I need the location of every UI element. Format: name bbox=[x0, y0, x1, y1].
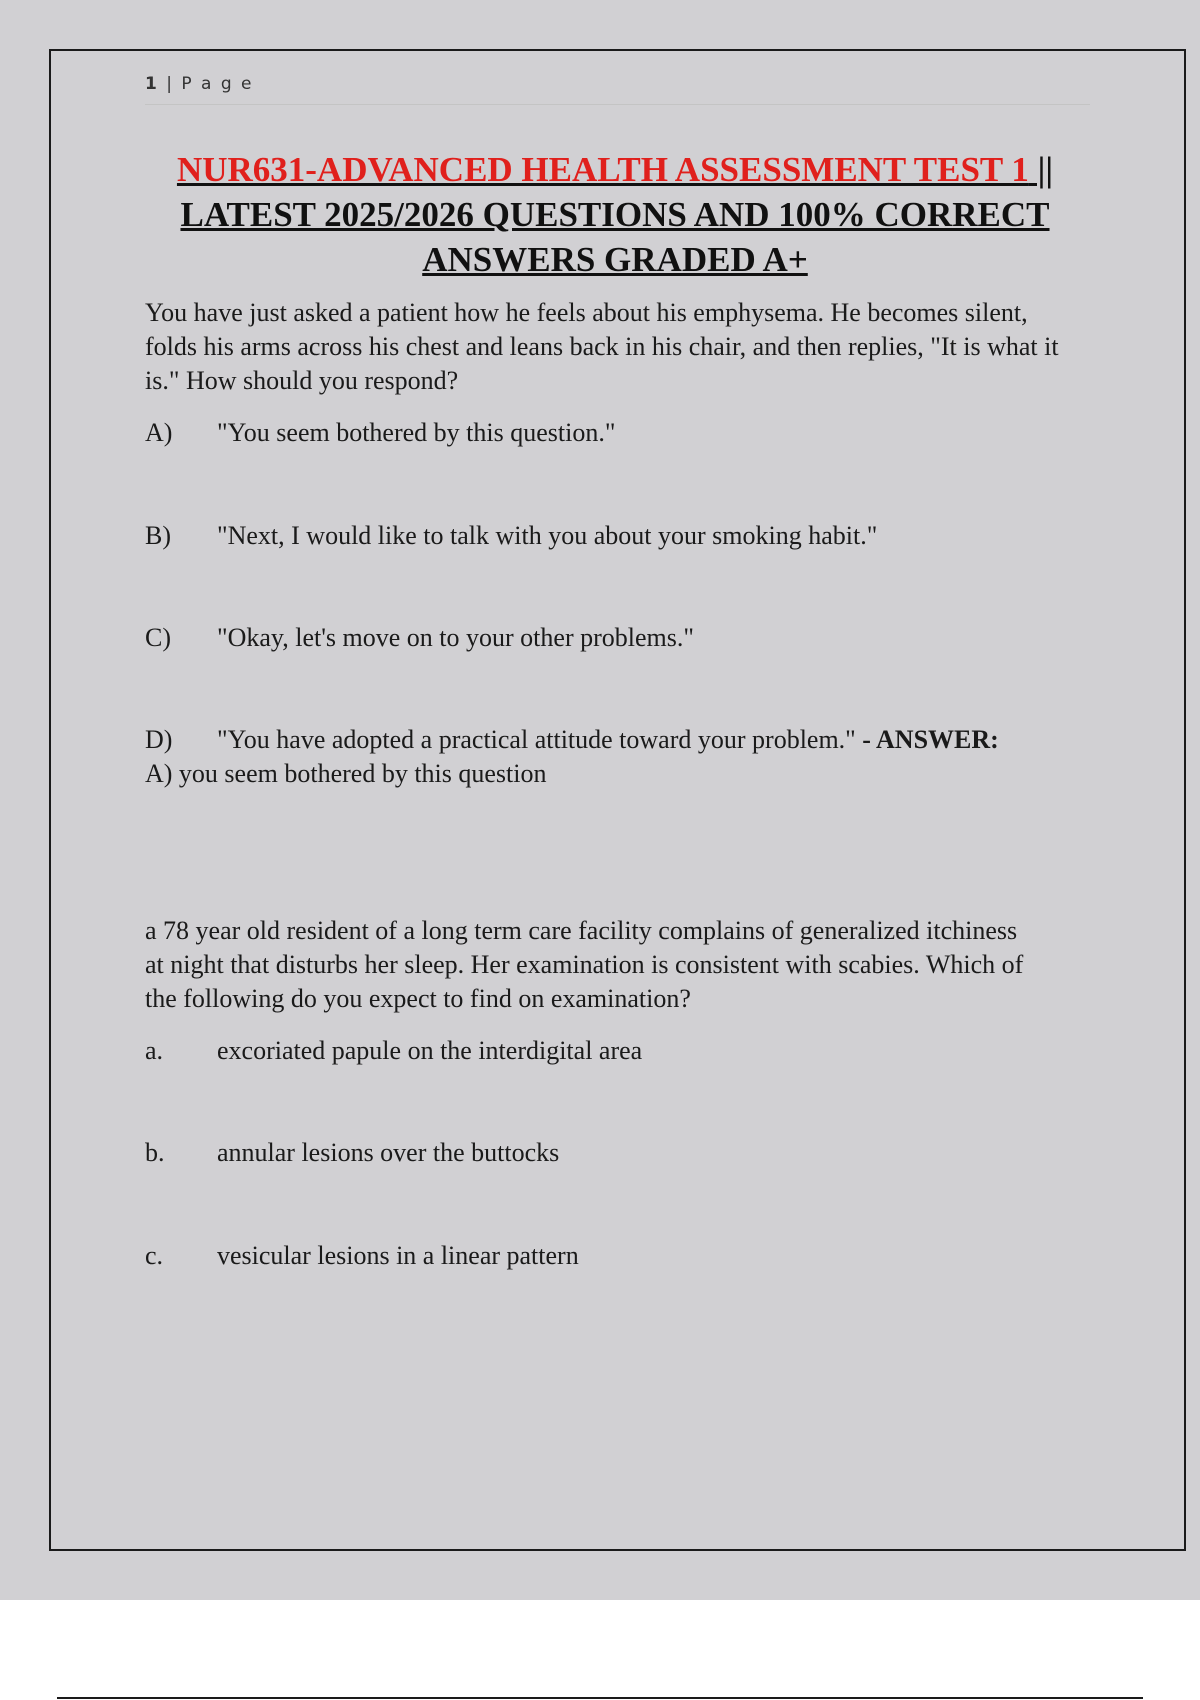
question-1-option-b bbox=[145, 519, 1095, 553]
page-label: | P a g e bbox=[166, 74, 254, 94]
option-letter: A) bbox=[145, 418, 173, 447]
option-letter: a. bbox=[145, 1036, 164, 1065]
option-letter: D) bbox=[145, 725, 173, 754]
title-separator: || bbox=[1028, 150, 1054, 189]
question-2-text: a 78 year old resident of a long term care facility complains of generalized itchiness at night that disturbs her sleep. Her examination is consistent with scabies. Which of the following do you expect to find on examination? bbox=[145, 916, 1024, 1013]
question-2-option-b bbox=[145, 1136, 1095, 1170]
option-text: "You seem bothered by this question." bbox=[217, 418, 616, 447]
answer-label: - ANSWER: bbox=[862, 725, 999, 754]
title-line-2: LATEST 2025/2026 QUESTIONS AND 100% CORRECT bbox=[180, 195, 1050, 234]
option-letter: b. bbox=[145, 1138, 165, 1167]
question-1-text: You have just asked a patient how he feels about his emphysema. He becomes silent, folds his arms across his chest and leans back in his chair, and then replies, "It is what it is." How should you respond? bbox=[145, 298, 1059, 395]
page-header bbox=[145, 74, 1090, 105]
option-text: "Okay, let's move on to your other problems." bbox=[217, 623, 694, 652]
option-text: vesicular lesions in a linear pattern bbox=[217, 1241, 579, 1270]
option-text: "You have adopted a practical attitude toward your problem." bbox=[217, 725, 856, 754]
option-text: excoriated papule on the interdigital area bbox=[217, 1036, 643, 1065]
option-letter: B) bbox=[145, 521, 171, 550]
question-2-option-c bbox=[145, 1239, 1095, 1273]
option-letter: C) bbox=[145, 623, 171, 652]
option-text: "Next, I would like to talk with you about your smoking habit." bbox=[217, 521, 878, 550]
title-course: NUR631-ADVANCED HEALTH ASSESSMENT TEST 1 bbox=[176, 150, 1029, 189]
footer-rule bbox=[57, 1697, 1143, 1699]
question-2-option-a bbox=[145, 1034, 1095, 1068]
document-title bbox=[100, 147, 1130, 282]
title-line-3: ANSWERS GRADED A+ bbox=[422, 240, 808, 279]
title-line-1 bbox=[100, 147, 1130, 192]
answer-text: A) you seem bothered by this question bbox=[145, 759, 547, 788]
option-text: annular lesions over the buttocks bbox=[217, 1138, 560, 1167]
question-1-option-a bbox=[145, 416, 1095, 450]
option-letter: c. bbox=[145, 1241, 164, 1270]
question-1-option-c bbox=[145, 621, 1095, 655]
page-number: 1 bbox=[145, 74, 159, 94]
question-1-option-d bbox=[145, 723, 1095, 791]
